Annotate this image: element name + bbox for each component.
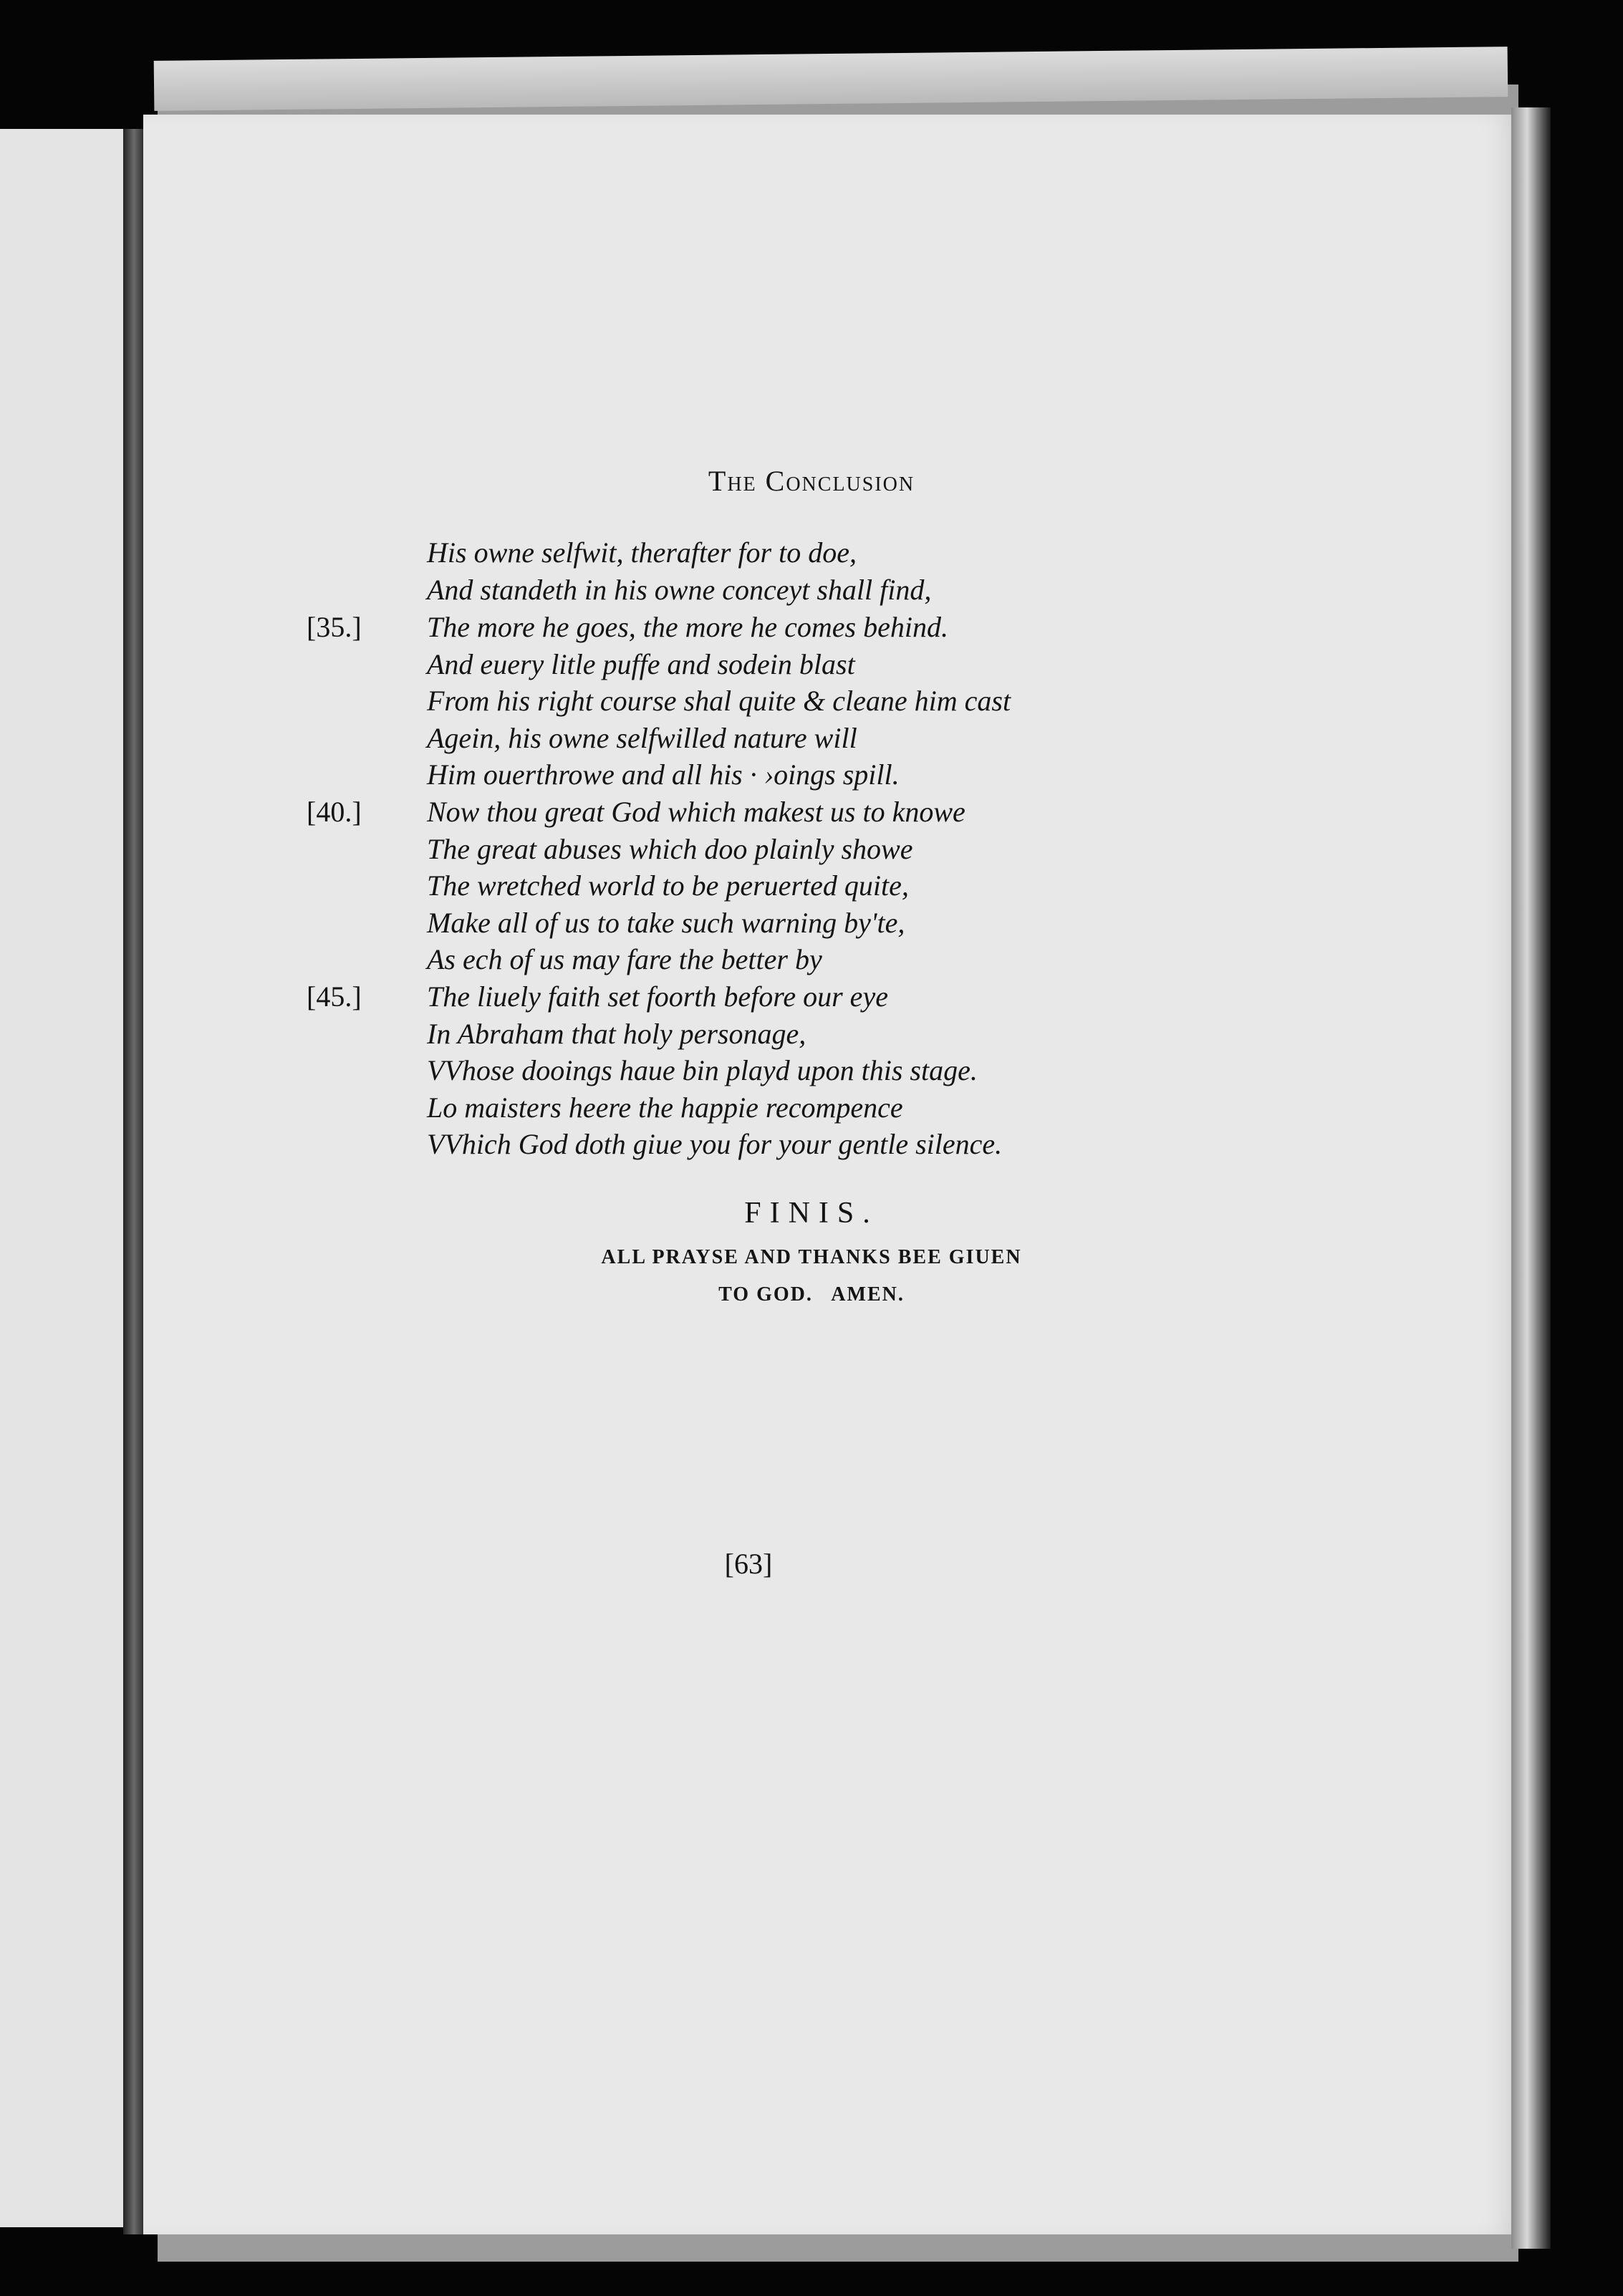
verse-line: And standeth in his owne conceyt shall find,	[427, 574, 932, 606]
closing-line: ALL PRAYSE AND THANKS BEE GIUEN	[601, 1246, 1022, 1268]
line-number: [40.]	[307, 796, 362, 828]
verse-line: VVhose dooings haue bin playd upon this stage.	[427, 1054, 978, 1086]
verse-line: The liuely faith set foorth before our eye	[427, 980, 888, 1013]
verse-line: And euery litle puffe and sodein blast	[427, 648, 855, 680]
verse-line: His owne selfwit, therafter for to doe,	[427, 536, 857, 569]
left-page	[0, 129, 123, 2227]
page-number: [63]	[724, 1548, 773, 1580]
verse-line: The more he goes, the more he comes behind.	[427, 611, 948, 643]
verse-line: VVhich God doth giue you for your gentle silence.	[427, 1128, 1003, 1160]
verse-line: The great abuses which doo plainly showe	[427, 833, 913, 865]
right-page	[143, 115, 1526, 2234]
verse-line: Lo maisters heere the happie recompence	[427, 1091, 903, 1124]
closing-line: TO GOD. AMEN.	[718, 1283, 905, 1306]
verse-line: Now thou great God which makest us to knowe	[427, 796, 965, 828]
verse-line: In Abraham that holy personage,	[427, 1018, 806, 1050]
verse-line: As ech of us may fare the better by	[427, 943, 822, 975]
finis-heading: FINIS.	[744, 1197, 879, 1230]
line-number: [35.]	[307, 611, 362, 643]
verse-line: The wretched world to be peruerted quite,	[427, 869, 909, 902]
line-number: [45.]	[307, 980, 362, 1013]
verse-line: Agein, his owne selfwilled nature will	[427, 722, 857, 754]
verse-line: Him ouerthrowe and all his · ›oings spill.	[427, 758, 900, 791]
verse-line: From his right course shal quite & cleane him cast	[427, 685, 1011, 717]
running-title: The Conclusion	[708, 465, 915, 497]
verse-line: Make all of us to take such warning by'te,	[427, 907, 905, 939]
page-fore-edge	[1511, 107, 1551, 2249]
book-gutter	[123, 129, 145, 2234]
